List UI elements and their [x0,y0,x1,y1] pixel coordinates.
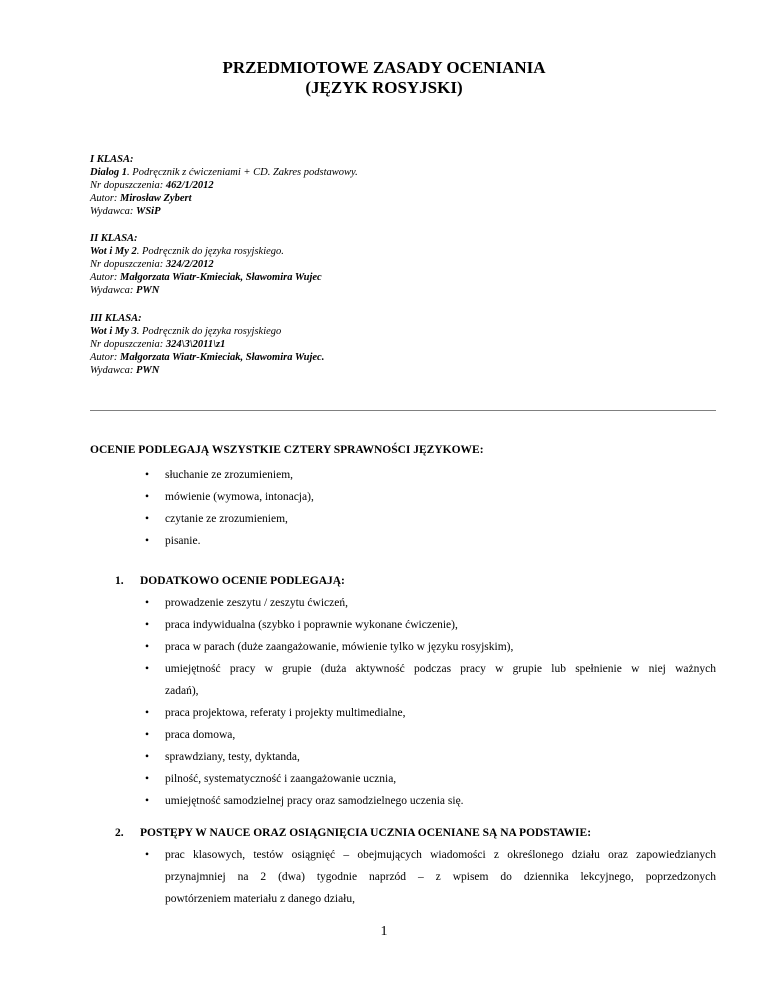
textbook-class-2 [90,232,322,297]
section-1-item: sprawdziany, testy, dyktanda, [165,751,300,763]
skill-item: pisanie. [165,535,201,547]
section-1-item: umiejętność pracy w grupie (duża aktywność podczas pracy w grupie lub spełnienie w niej ważnych [165,663,716,675]
book-line: Wot i My 2. Podręcznik do języka rosyjskiego. [90,246,284,257]
book-line: Wot i My 3. Podręcznik do języka rosyjskiego [90,326,282,337]
skills-heading: OCENIE PODLEGAJĄ WSZYSTKIE CZTERY SPRAWNOŚCI JĘZYKOWE: [90,444,484,456]
textbook-class-3 [90,312,324,377]
section-1-item: pilność, systematyczność i zaangażowanie ucznia, [165,773,397,785]
section-1-item-continuation: zadań), [165,685,199,697]
skill-item: słuchanie ze zrozumieniem, [165,469,294,481]
author: Autor: Małgorzata Wiatr-Kmieciak, Sławomira Wujec [90,272,322,283]
bullet-icon: • [145,707,150,719]
document-title-line1: PRZEDMIOTOWE ZASADY OCENIANIA [222,58,546,77]
bullet-icon: • [145,513,150,525]
class-label: III KLASA: [90,313,142,324]
section-1-item: praca domowa, [165,729,236,741]
section-1-item: praca projektowa, referaty i projekty multimedialne, [165,707,406,719]
section-1-item: umiejętność samodzielnej pracy oraz samodzielnego uczenia się. [165,795,464,807]
publisher: Wydawca: PWN [90,285,160,296]
page-number: 1 [380,924,388,939]
bullet-icon: • [145,663,150,675]
section-2-item-continuation: powtórzeniem materiału z danego działu, [165,893,355,905]
bullet-icon: • [145,641,150,653]
bullet-icon: • [145,849,150,861]
bullet-icon: • [145,751,150,763]
book-line: Dialog 1. Podręcznik z ćwiczeniami + CD. Zakres podstawowy. [90,167,358,178]
skill-item: czytanie ze zrozumieniem, [165,513,288,525]
publisher: Wydawca: WSiP [90,206,161,217]
bullet-icon: • [145,469,150,481]
bullet-icon: • [145,597,150,609]
bullet-icon: • [145,729,150,741]
bullet-icon: • [145,535,150,547]
document-title-line2: (JĘZYK ROSYJSKI) [305,78,463,97]
publisher: Wydawca: PWN [90,365,160,376]
bullet-icon: • [145,619,150,631]
section-2-item: prac klasowych, testów osiągnięć – obejmujących wiadomości z określonego działu oraz zapowiedzianych [165,849,716,861]
bullet-icon: • [145,491,150,503]
section-1-heading: DODATKOWO OCENIE PODLEGAJĄ: [140,575,345,587]
section-1-number: 1. [115,575,124,587]
section-1-item: praca indywidualna (szybko i poprawnie wykonane ćwiczenie), [165,619,458,631]
skill-item: mówienie (wymowa, intonacja), [165,491,314,503]
textbook-class-1 [90,153,358,218]
section-2-item-continuation: przynajmniej na 2 (dwa) tygodnie naprzód – z wpisem do dziennika lekcyjnego, poprzedzonych [165,871,716,883]
section-2-heading: POSTĘPY W NAUCE ORAZ OSIĄGNIĘCIA UCZNIA OCENIANE SĄ NA PODSTAWIE: [140,827,592,839]
section-1-item: prowadzenie zeszytu / zeszytu ćwiczeń, [165,597,348,609]
class-label: II KLASA: [90,233,138,244]
bullet-icon: • [145,773,150,785]
bullet-icon: • [145,795,150,807]
author: Autor: Małgorzata Wiatr-Kmieciak, Sławomira Wujec. [90,352,325,363]
horizontal-divider [90,410,716,411]
approval-number: Nr dopuszczenia: 462/1/2012 [90,180,214,191]
section-1-item: praca w parach (duże zaangażowanie, mówienie tylko w języku rosyjskim), [165,641,514,653]
author: Autor: Mirosław Zybert [90,193,192,204]
approval-number: Nr dopuszczenia: 324/2/2012 [90,259,214,270]
class-label: I KLASA: [90,154,134,165]
section-2-number: 2. [115,827,124,839]
approval-number: Nr dopuszczenia: 324\3\2011\z1 [90,339,226,350]
